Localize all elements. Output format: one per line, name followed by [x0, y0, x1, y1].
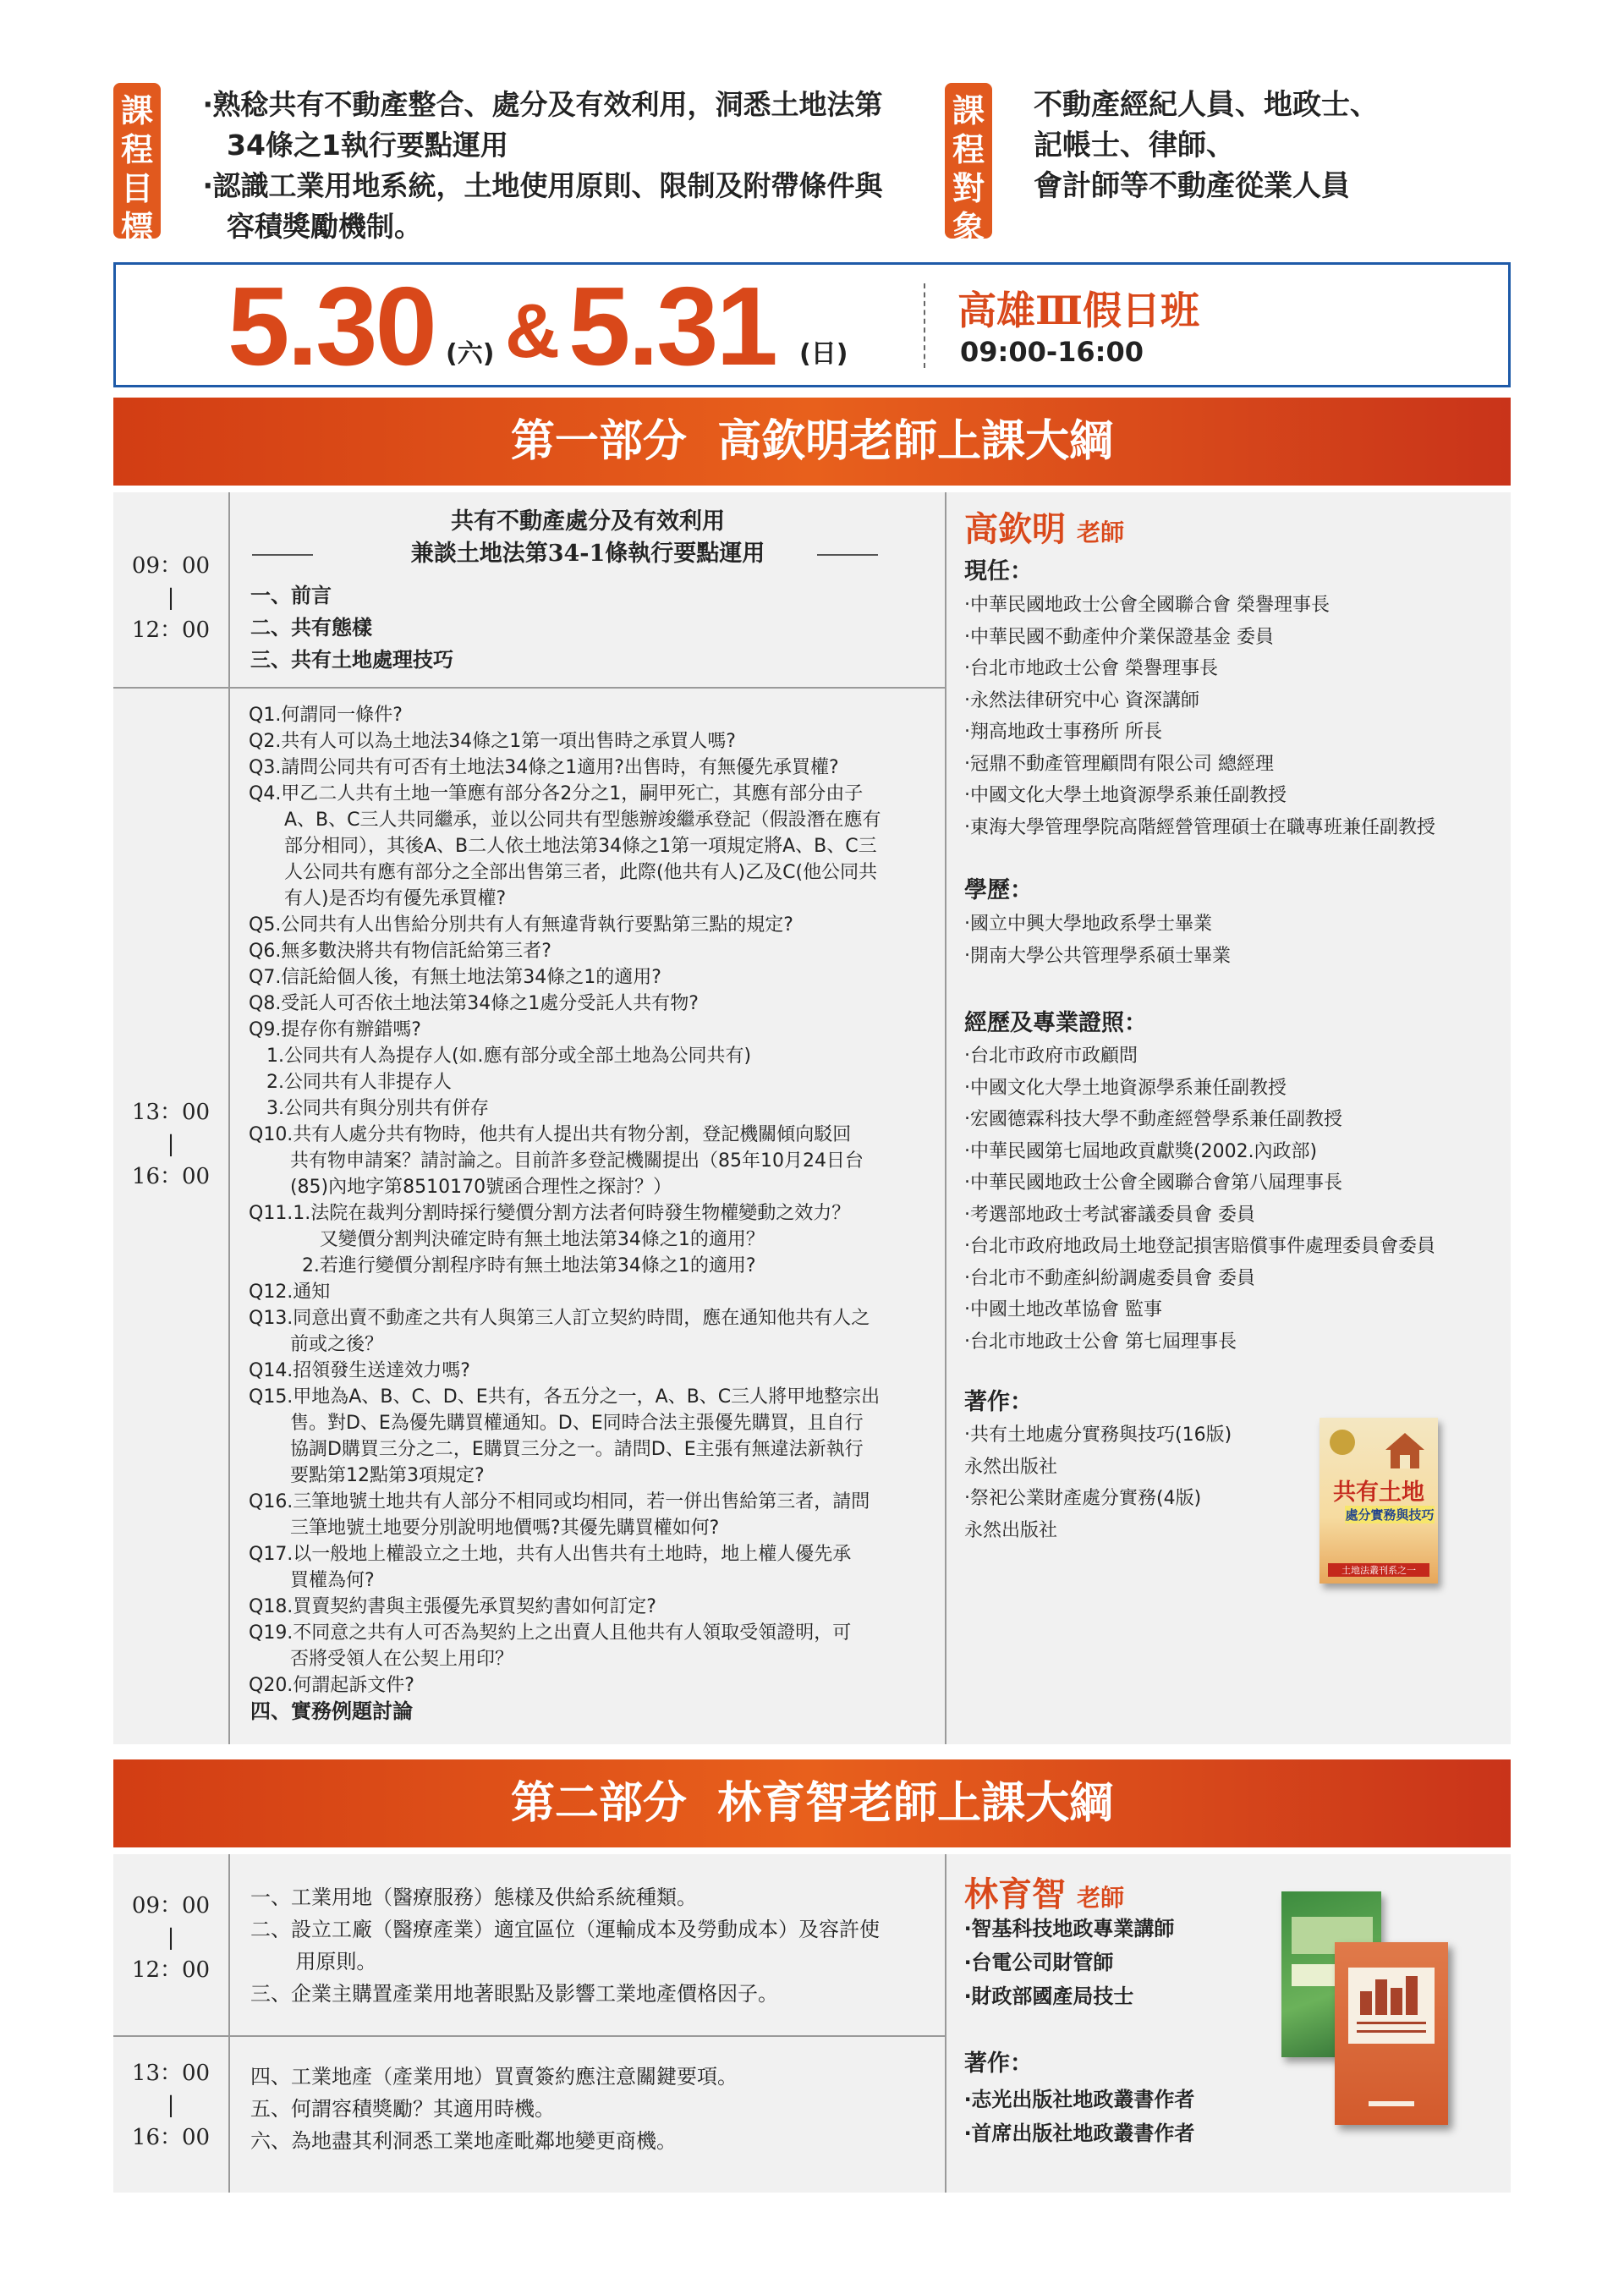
question-line: Q15.甲地為A、B、C、D、E共有，各五分之一，A、B、C三人將甲地整宗出 — [249, 1386, 881, 1408]
teacher1-current-item: ‧中華民國不動產仲介業保證基金 委員 — [964, 626, 1274, 648]
teacher1-exp-item: ‧考選部地政士考試審議委員會 委員 — [964, 1204, 1255, 1226]
teacher2-current-item: ‧財政部國產局技士 — [964, 1984, 1134, 2008]
question-line: Q14.招領發生送達效力嗎? — [249, 1360, 470, 1381]
target-tag-char: 對 — [952, 170, 985, 207]
part2-morning-items — [250, 1881, 880, 2010]
teacher1-exp-item: ‧中國土地改革協會 監事 — [964, 1299, 1162, 1320]
teacher2-name-row — [964, 1868, 1124, 1916]
teacher1-current-item: ‧東海大學管理學院高階經營管理碩士在職專班兼任副教授 — [964, 816, 1435, 838]
question-line: Q8.受託人可否依土地法第34條之1處分受託人共有物? — [249, 993, 699, 1014]
part2-afternoon-items — [250, 2061, 738, 2157]
course-goal-text — [203, 85, 930, 247]
teacher2-name: 林育智 — [964, 1875, 1066, 1914]
teacher1-exp-item: ‧台北市政府市政顧問 — [964, 1046, 1138, 1067]
outline-item: 三、企業主購置產業用地著眼點及影響工業地產價格因子。 — [250, 1982, 778, 2006]
goal-line: 容積獎勵機制。 — [227, 210, 422, 243]
target-tag-char: 象 — [952, 209, 985, 246]
question-line: Q20.何謂起訴文件? — [249, 1675, 414, 1696]
question-line: Q12.通知 — [249, 1282, 331, 1303]
time-end: 16：00 — [131, 1164, 211, 1189]
teacher1-current-item: ‧中華民國地政士公會全國聯合會 榮譽理事長 — [964, 595, 1330, 616]
time-start: 13：00 — [131, 2061, 211, 2086]
part2-row-divider — [113, 2035, 945, 2037]
teacher1-current-item: ‧永然法律研究中心 資深講師 — [964, 689, 1199, 711]
target-line: 會計師等不動產從業人員 — [1034, 169, 1350, 203]
teacher2-book-cover-orange — [1335, 1942, 1448, 2125]
time-sep: | — [167, 2093, 175, 2118]
teacher1-edu-title: 學歷： — [964, 877, 1033, 903]
question-line: Q5.公同共有人出售給分別共有人有無違背執行要點第三點的規定? — [249, 914, 793, 936]
teacher1-work-item: ‧祭祀公業財產處分實務(4版) — [964, 1488, 1202, 1509]
question-line: Q1.何謂同一條件? — [249, 705, 403, 726]
part2-banner: 第二部分 林育智老師上課大綱 — [113, 1759, 1511, 1847]
teacher2-works-title: 著作： — [964, 2050, 1033, 2077]
book-label-rule — [1357, 2030, 1426, 2033]
part1-morning-time — [113, 550, 228, 646]
teacher1-current-title: 現任： — [964, 558, 1033, 585]
teacher1-works-list — [964, 1419, 1232, 1546]
question-line: 前或之後？ — [249, 1334, 383, 1355]
question-line: Q11.1.法院在裁判分割時採行變價分割方法者何時發生物權變動之效力？ — [249, 1203, 851, 1224]
question-line: 1.公同共有人為提存人(如.應有部分或全部土地為公同共有) — [249, 1046, 752, 1067]
question-line: 人公同共有應有部分之全部出售第三者，此際(他共有人)乙及C(他公同共 — [249, 862, 878, 883]
question-line: Q2.共有人可以為土地法34條之1第一項出售時之承買人嗎? — [249, 731, 736, 752]
teacher1-name-row — [964, 502, 1124, 551]
question-line: 買權為何? — [249, 1570, 375, 1591]
time-end: 12：00 — [131, 1957, 211, 1983]
part1-course-title — [245, 506, 930, 570]
goal-line: ‧熟稔共有不動產整合、處分及有效利用，洞悉土地法第 — [203, 88, 883, 121]
part2-morning-time — [113, 1890, 228, 1986]
teacher1-work-item: ‧共有土地處分實務與技巧(16版) — [964, 1424, 1232, 1446]
part1-time-divider — [228, 492, 230, 1744]
teacher1-exp-item: ‧中華民國第七屆地政貢獻獎(2002.內政部) — [964, 1140, 1318, 1162]
outline-item: 四、工業地產（產業用地）買賣簽約應注意關鍵要項。 — [250, 2065, 738, 2089]
question-line: 三筆地號土地要分別說明地價嗎?其優先購買權如何? — [249, 1518, 720, 1539]
course-title-line2: 兼談土地法第34-1條執行要點運用 — [410, 541, 765, 567]
question-line: 3.公同共有與分別共有併存 — [249, 1098, 489, 1119]
question-line: Q3.請問公同共有可否有土地法34條之1適用?出售時，有無優先承買權? — [249, 757, 839, 778]
teacher1-exp-item: ‧台北市不動產糾紛調處委員會 委員 — [964, 1267, 1255, 1289]
question-line: 要點第12點第3項規定? — [249, 1465, 485, 1486]
part1-afternoon-time — [113, 1096, 228, 1193]
outline-item: 二、設立工廠（醫療產業）適宜區位（運輸成本及勞動成本）及容許使 — [250, 1918, 880, 1941]
teacher2-current-list — [964, 1912, 1174, 2013]
question-line: Q4.甲乙二人共有土地一筆應有部分各2分之1，嗣甲死亡，其應有部分由子 — [249, 783, 864, 804]
teacher2-current-item: ‧智基科技地政專業講師 — [964, 1917, 1175, 1940]
time-sep: | — [167, 585, 175, 611]
outline-item: 二、共有態樣 — [250, 616, 372, 639]
teacher1-work-item: 永然出版社 — [964, 1519, 1058, 1541]
question-line: (85)內地字第8510170號函合理性之探討？） — [249, 1177, 672, 1198]
course-target-tag — [945, 83, 992, 246]
title-rule-left — [252, 554, 313, 556]
part1-final-item: 四、實務例題討論 — [250, 1699, 413, 1723]
house-icon — [1384, 1431, 1426, 1470]
outline-item: 一、工業用地（醫療服務）態樣及供給系統種類。 — [250, 1886, 697, 1909]
teacher2-suffix: 老師 — [1077, 1884, 1125, 1912]
question-line: Q18.買賣契約書與主張優先承買契約書如何訂定? — [249, 1596, 656, 1617]
target-line: 記帳士、律師、 — [1034, 129, 1235, 162]
part1-column-divider — [945, 492, 946, 1744]
goal-tag-char: 程 — [120, 131, 153, 168]
question-line: 部分相同），其後A、B二人依土地法第34條之1第一項規定將A、B、C三 — [249, 836, 877, 857]
date-day1: 5.30 — [228, 264, 435, 388]
time-end: 12：00 — [131, 618, 211, 643]
book-title: 共有土地 — [1333, 1479, 1424, 1506]
teacher2-works-list — [964, 2083, 1194, 2150]
part2-column-divider — [945, 1854, 946, 2193]
teacher1-current-item: ‧翔高地政士事務所 所長 — [964, 722, 1162, 743]
class-time: 09:00-16:00 — [960, 336, 1144, 368]
teacher1-current-item: ‧中國文化大學土地資源學系兼任副教授 — [964, 785, 1287, 806]
time-start: 13：00 — [131, 1100, 211, 1125]
date-day2-weekday: (日) — [799, 339, 848, 369]
time-start: 09：00 — [131, 553, 211, 579]
part1-question-list — [249, 702, 934, 1699]
goal-line: ‧認識工業用地系統，土地使用原則、限制及附帶條件與 — [203, 169, 883, 202]
class-name: 高雄Ⅲ假日班 — [957, 288, 1200, 333]
question-line: Q7.信託給個人後，有無土地法第34條之1的適用? — [249, 967, 661, 988]
date-ampersand: & — [505, 289, 557, 374]
teacher1-exp-item: ‧中國文化大學土地資源學系兼任副教授 — [964, 1077, 1287, 1099]
time-end: 16：00 — [131, 2125, 211, 2150]
book-series: 土地法叢刊系之一 — [1328, 1563, 1429, 1577]
target-line: 不動產經紀人員、地政士、 — [1034, 88, 1379, 122]
goal-tag-char: 目 — [120, 170, 153, 207]
question-line: Q6.無多數決將共有物信託給第三者? — [249, 941, 551, 962]
part1-banner: 第一部分 高欽明老師上課大綱 — [113, 398, 1511, 486]
question-line: 共有物申請案？請討論之。目前許多登記機關提出（85年10月24日台 — [249, 1150, 864, 1172]
question-line: 售。對D、E為優先購買權通知。D、E同時合法主張優先購買，且自行 — [249, 1413, 864, 1434]
teacher1-current-item: ‧冠鼎不動產管理顧問有限公司 總經理 — [964, 753, 1274, 775]
teacher1-suffix: 老師 — [1077, 519, 1125, 546]
book-gold-seal — [1330, 1430, 1355, 1455]
outline-item: 六、為地盡其利洞悉工業地產毗鄰地變更商機。 — [250, 2129, 677, 2153]
part1-row-divider — [113, 687, 945, 689]
question-line: Q19.不同意之共有人可否為契約上之出賣人且他共有人領取受領證明，可 — [249, 1622, 852, 1644]
teacher1-edu-list — [964, 908, 1231, 972]
teacher1-name: 高欽明 — [964, 510, 1066, 549]
teacher1-edu-item: ‧開南大學公共管理學系碩士畢業 — [964, 945, 1231, 967]
outline-item: 三、共有土地處理技巧 — [250, 648, 453, 672]
goal-tag-char: 標 — [120, 209, 153, 246]
question-line: 協調D購買三分之二，E購買三分之一。請問D、E主張有無違法新執行 — [249, 1439, 864, 1460]
date-divider — [924, 283, 925, 368]
date-day1-weekday: (六) — [446, 339, 495, 369]
target-tag-char: 程 — [952, 131, 985, 168]
course-title-line1: 共有不動產處分及有效利用 — [451, 508, 725, 535]
teacher1-exp-title: 經歷及專業證照： — [964, 1010, 1147, 1036]
part2-afternoon-time — [113, 2057, 228, 2154]
city-icon — [1358, 1974, 1424, 2015]
question-line: Q13.同意出賣不動產之共有人與第三人訂立契約時間，應在通知他共有人之 — [249, 1308, 870, 1329]
target-tag-char: 課 — [952, 92, 985, 129]
book-bottom-strip — [1369, 2101, 1414, 2106]
teacher1-book-cover — [1320, 1418, 1438, 1584]
book-subtitle: 處分實務與技巧 — [1345, 1507, 1435, 1523]
teacher1-works-title: 著作： — [964, 1389, 1033, 1415]
question-line: 2.公同共有人非提存人 — [249, 1072, 452, 1093]
goal-line: 34條之1執行要點運用 — [227, 129, 508, 162]
time-start: 09：00 — [131, 1893, 211, 1918]
teacher1-current-list — [964, 590, 1435, 843]
date-box — [113, 262, 1511, 387]
part2-time-divider — [228, 1854, 230, 2193]
part1-morning-items — [250, 579, 927, 676]
course-goal-tag — [113, 83, 161, 246]
question-line: 否將受領人在公契上用印？ — [249, 1649, 513, 1670]
teacher1-exp-item: ‧台北市地政士公會 第七屆理事長 — [964, 1331, 1237, 1353]
time-sep: | — [167, 1132, 175, 1157]
outline-item: 用原則。 — [250, 1950, 377, 1973]
question-line: Q16.三筆地號土地共有人部分不相同或均相同，若一併出售給第三者，請問 — [249, 1491, 870, 1512]
teacher1-current-item: ‧台北市地政士公會 榮譽理事長 — [964, 658, 1218, 679]
title-rule-right — [817, 554, 878, 556]
teacher2-current-item: ‧台電公司財管師 — [964, 1951, 1114, 1974]
date-day2: 5.31 — [568, 264, 776, 388]
question-line: Q9.提存你有辦錯嗎? — [249, 1019, 421, 1040]
teacher1-exp-item: ‧宏國德霖科技大學不動產經營學系兼任副教授 — [964, 1109, 1342, 1130]
teacher1-exp-list — [964, 1040, 1435, 1358]
question-line: Q17.以一般地上權設立之土地，共有人出售共有土地時，地上權人優先承 — [249, 1544, 852, 1565]
outline-item: 五、何謂容積獎勵？其適用時機。 — [250, 2097, 555, 2121]
question-line: 有人)是否均有優先承買權? — [249, 888, 507, 909]
teacher2-work-item: ‧志光出版社地政叢書作者 — [964, 2088, 1195, 2111]
time-sep: | — [167, 1925, 175, 1951]
course-target-text — [1034, 85, 1507, 206]
book-label-rule — [1357, 2022, 1426, 2024]
question-line: 2.若進行變價分割程序時有無土地法第34條之1的適用? — [249, 1255, 756, 1276]
question-line: 又變價分割判決確定時有無土地法第34條之1的適用？ — [249, 1229, 765, 1250]
question-line: Q10.共有人處分共有物時，他共有人提出共有物分割，登記機關傾向駁回 — [249, 1124, 852, 1145]
teacher1-exp-item: ‧台北市政府地政局土地登記損害賠償事件處理委員會委員 — [964, 1236, 1435, 1257]
question-line: A、B、C三人共同繼承，並以公同共有型態辦竣繼承登記（假設潛在應有 — [249, 810, 881, 831]
teacher1-edu-item: ‧國立中興大學地政系學士畢業 — [964, 914, 1212, 935]
outline-item: 一、前言 — [250, 584, 332, 607]
goal-tag-char: 課 — [120, 92, 153, 129]
teacher1-exp-item: ‧中華民國地政士公會全國聯合會第八屆理事長 — [964, 1172, 1342, 1194]
teacher2-work-item: ‧首席出版社地政叢書作者 — [964, 2122, 1195, 2145]
teacher1-work-item: 永然出版社 — [964, 1456, 1058, 1478]
